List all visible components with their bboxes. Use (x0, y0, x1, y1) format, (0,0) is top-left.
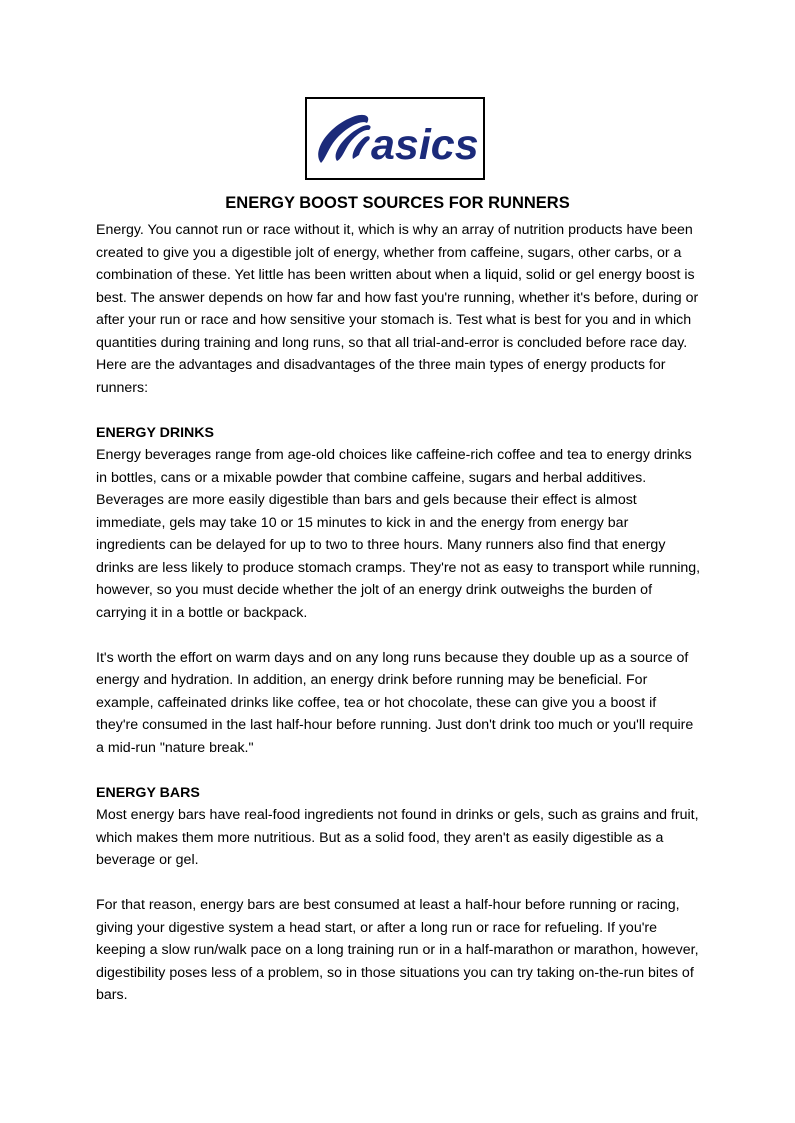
section-energy-drinks (96, 422, 701, 760)
article-body (96, 219, 701, 1029)
asics-stripes-icon (307, 99, 483, 178)
section-paragraph: For that reason, energy bars are best consumed at least a half-hour before running or racing, giving your digestive system a head start, or after a long run or race for refueling. If you're keeping a slow run/walk pace on a long training run or in a half-marathon or marathon, however, digestibility poses less of a problem, so in those situations you can try taking on-the-run bites of bars. (96, 897, 699, 1003)
section-paragraph: It's worth the effort on warm days and on any long runs because they double up as a source of energy and hydration. In addition, an energy drink before running may be beneficial. For example, caffeinated drinks like coffee, tea or hot chocolate, these can give you a boost if they're consumed in the last half-hour before running. Just don't drink too much or you'll require a mid-run "nature break." (96, 649, 694, 756)
intro-paragraph: Energy. You cannot run or race without it, which is why an array of nutrition products have been created to give you a digestible jolt of energy, whether from caffeine, sugars, other carbs, or a combination of these. Yet little has been written about when a liquid, solid or gel energy boost is best. The answer depends on how far and how fast you're running, whether it's before, during or after your run or race and how sensitive your stomach is. Test what is best for you and in which quantities during training and long runs, so that all trial-and-error is concluded before race day. Here are the advantages and disadvantages of the three main types of energy products for runners: (96, 222, 699, 396)
logo-text: asics (371, 121, 479, 169)
asics-logo (305, 97, 485, 180)
page-title: ENERGY BOOST SOURCES FOR RUNNERS (225, 194, 570, 212)
section-paragraph: Energy beverages range from age-old choices like caffeine-rich coffee and tea to energy drinks in bottles, cans or a mixable powder that combine caffeine, sugars and herbal additives. Beverages are more easily digestible than bars and gels because their effect is almost immediate, gels may take 10 or 15 minutes to kick in and the energy from energy bar ingredients can be delayed for up to two to three hours. Many runners also find that energy drinks are less likely to produce stomach cramps. They're not as easy to transport while running, however, so you must decide whether the jolt of an energy drink outweighs the burden of carrying it in a bottle or backpack. (96, 447, 701, 621)
section-energy-bars (96, 782, 701, 1007)
section-heading: ENERGY DRINKS (96, 424, 214, 441)
section-paragraph: Most energy bars have real-food ingredients not found in drinks or gels, such as grains and fruit, which makes them more nutritious. But as a solid food, they aren't as easily digestible as a beverage or gel. (96, 807, 699, 868)
section-heading: ENERGY BARS (96, 784, 200, 801)
